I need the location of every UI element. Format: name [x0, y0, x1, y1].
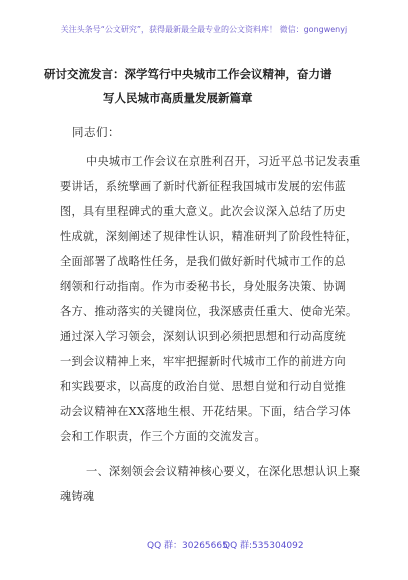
body-line: 中央城市工作会议在京胜利召开，习近平总书记发表重 [86, 155, 361, 168]
body-line: 会和工作职责，作三个方面的交流发言。 [60, 430, 266, 443]
body-line: 各方、推动落实的关键岗位，我深感责任重大、使命光荣。 [60, 305, 358, 318]
body-line: 通过深入学习领会，深刻认识到必须把思想和行动高度统 [60, 330, 346, 343]
body-line: 要讲话，系统擘画了新时代新征程我国城市发展的宏伟蓝 [60, 180, 346, 193]
qq-group-1: QQ 群：30265665 [147, 541, 228, 551]
body-line: 图，具有里程碑式的重大意义。此次会议深入总结了历史 [60, 205, 346, 218]
header-banner: 关注头条号“公文研究”，获得最新最全最专业的公文资料库！ 微信：gongwenyj [60, 25, 348, 34]
body-line: 纲领和行动指南。作为市委秘书长，身处服务决策、协调 [60, 280, 346, 293]
document-title-line-1: 研讨交流发言：深学笃行中央城市工作会议精神，奋力谱 [44, 67, 332, 81]
qq-group-2: QQ 群:535304092 [223, 541, 304, 551]
document-title-line-2: 写人民城市高质量发展新篇章 [103, 91, 253, 105]
body-line: 和实践要求，以高度的政治自觉、思想自觉和行动自觉推 [60, 380, 346, 393]
salutation: 同志们： [72, 125, 120, 139]
body-line: 全面部署了战略性任务，是我们做好新时代城市工作的总 [60, 255, 346, 268]
body-line: 性成就，深刻阐述了规律性认识，精准研判了阶段性特征， [60, 230, 358, 243]
body-line: 一到会议精神上来，牢牢把握新时代城市工作的前进方向 [60, 355, 346, 368]
section-heading-line: 魂铸魂 [60, 490, 95, 503]
section-heading-line: 一、深刻领会会议精神核心要义，在深化思想认识上聚 [86, 465, 361, 478]
body-line: 动会议精神在XX落地生根、开花结果。下面，结合学习体 [60, 405, 351, 418]
